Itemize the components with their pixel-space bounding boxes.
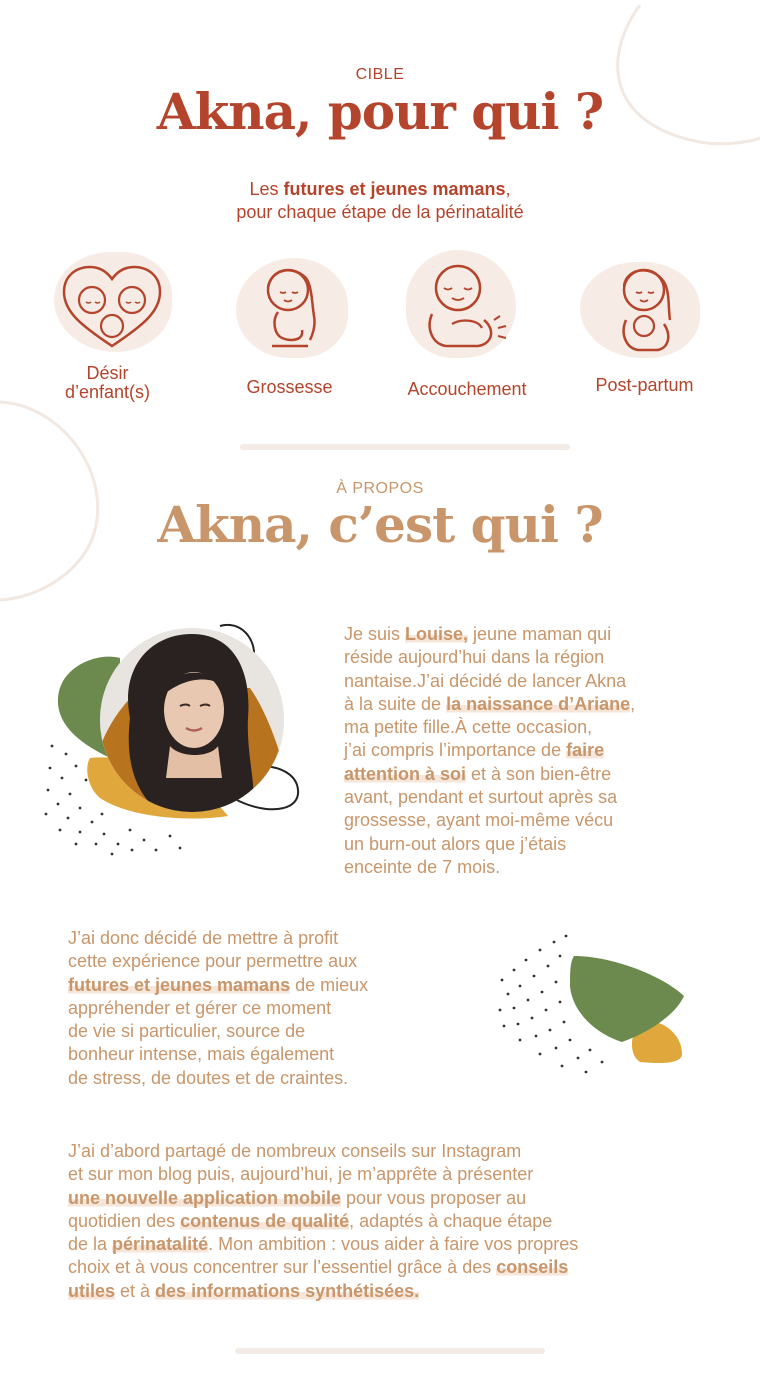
stage-grossesse <box>232 252 352 362</box>
stage-accouchement <box>406 248 528 360</box>
highlight-naissance: la naissance d’Ariane <box>446 693 631 714</box>
section-eyebrow-a-propos: À PROPOS <box>336 480 424 497</box>
section-title-cest-qui: Akna, c’est qui ? <box>157 495 603 554</box>
stage-label-desir: Désir d’enfant(s) <box>64 363 151 402</box>
mother-baby-icon <box>608 260 686 356</box>
section-eyebrow-cible: CIBLE <box>355 66 405 83</box>
highlight-perinatalite: périnatalité <box>112 1234 209 1255</box>
divider-brush <box>240 444 570 450</box>
stage-label-accouchement: Accouchement <box>407 379 527 399</box>
highlight-faire: faire <box>566 740 605 761</box>
paragraph-experience: J’ai donc décidé de mettre à profit cette expérience pour permettre aux futures et jeunes mamans de mieux appréhender et gérer ce moment de vie si particulier, source de bonheur intense, mais également de stress, de doutes et de craintes. <box>68 928 369 1088</box>
highlight-informations: des informations synthétisées. <box>155 1280 420 1301</box>
stage-post-partum <box>580 256 705 360</box>
highlight-application: une nouvelle application mobile <box>68 1187 342 1208</box>
section-title-pour-qui: Akna, pour qui ? <box>156 82 604 141</box>
highlight-contenus: contenus de qualité <box>180 1210 350 1231</box>
avatar <box>100 628 284 812</box>
paragraph-ambition: J’ai d’abord partagé de nombreux conseils sur Instagram et sur mon blog puis, aujourd’hui, je m’apprête à présenter une nouvelle application mobile pour vous proposer au quotidien des contenus de qualité, adaptés à chaque étape de la périnatalité. Mon ambition : vous aider à faire vos propres choix et à vous concentrer sur l’essentiel grâce à des conseils utiles et à des informations synthétisées. <box>68 1141 579 1301</box>
stage-desir <box>50 252 175 362</box>
highlight-utiles: utiles <box>68 1280 116 1301</box>
highlight-conseils: conseils <box>496 1257 569 1278</box>
childbirth-icon <box>422 258 514 352</box>
section-intro: Les futures et jeunes mamans, pour chaque étape de la périnatalité <box>236 179 524 222</box>
leaf-decoration <box>490 930 700 1080</box>
heart-family-icon <box>62 264 162 354</box>
bottom-divider-brush <box>235 1348 545 1354</box>
stage-label-post-partum: Post-partum <box>595 375 694 395</box>
highlight-futures-mamans: futures et jeunes mamans <box>68 974 291 995</box>
paragraph-about-louise: Je suis Louise, jeune maman qui réside aujourd’hui dans la région nantaise.J’ai décidé de lancer Akna à la suite de la naissance d’Ariane, ma petite fille.À cette occasion, j’ai compris l’importance de faire attention à soi et à son bien-être avant, pendant et surtout après sa grossesse, ayant moi-même vécu un burn-out alors que j’étais enceinte de 7 mois. <box>344 624 636 877</box>
highlight-louise: Louise, <box>405 624 469 644</box>
portrait-photo <box>100 628 284 812</box>
stage-label-grossesse: Grossesse <box>246 377 333 397</box>
pregnant-woman-icon <box>252 260 332 352</box>
highlight-attention: attention à soi <box>344 763 467 784</box>
